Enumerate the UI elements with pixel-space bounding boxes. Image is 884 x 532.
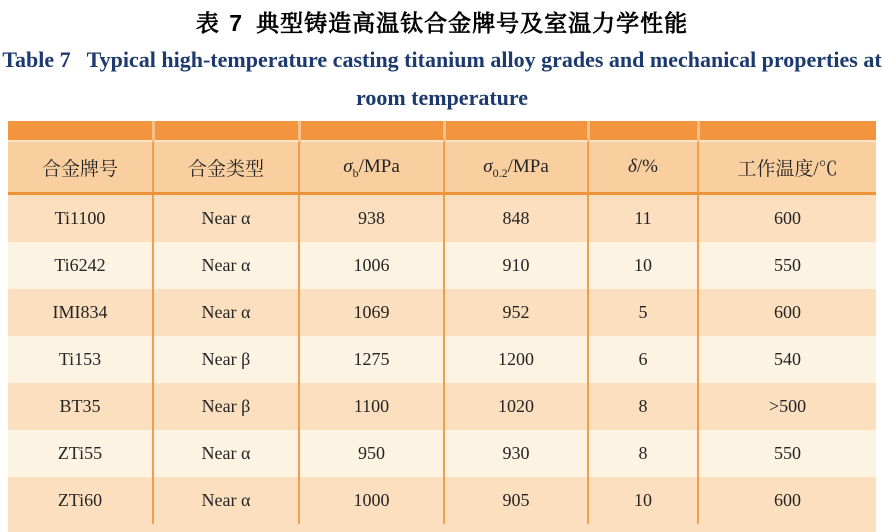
table-cell: 600 — [698, 289, 876, 336]
top-strip-segment — [698, 121, 876, 141]
table-cell: >500 — [698, 383, 876, 430]
table-cell: Near α — [153, 289, 299, 336]
table-cell: ZTi55 — [8, 430, 153, 477]
table-cell: ZTi60 — [8, 477, 153, 524]
column-header-unit: /MPa — [358, 156, 400, 177]
column-header-label: 合金牌号 — [41, 158, 118, 180]
column-header-delta — [588, 141, 698, 194]
table-cell: 600 — [698, 477, 876, 524]
table-cell: 600 — [698, 194, 876, 243]
table-bottom-cap — [8, 524, 876, 532]
alloy-properties-table — [8, 121, 876, 532]
top-strip-segment — [8, 121, 153, 141]
table-cell: Near β — [153, 336, 299, 383]
table-cell: Near α — [153, 194, 299, 243]
sigma-symbol: σ — [343, 156, 353, 177]
table-cell: 910 — [444, 242, 588, 289]
table-cell: 8 — [588, 383, 698, 430]
table-cell: 1000 — [299, 477, 444, 524]
sigma-subscript: 0.2 — [492, 165, 508, 180]
delta-symbol: δ — [628, 156, 637, 177]
table-cell: 905 — [444, 477, 588, 524]
top-strip-segment — [444, 121, 588, 141]
table-cell: 952 — [444, 289, 588, 336]
table-caption-cn-number: 表 7 — [195, 10, 245, 36]
table-cell: 550 — [698, 430, 876, 477]
table-cell: 1006 — [299, 242, 444, 289]
table-bottom-cap-row — [8, 524, 876, 532]
table-cell: 1100 — [299, 383, 444, 430]
table-cell: Ti6242 — [8, 242, 153, 289]
table-cell: 930 — [444, 430, 588, 477]
table-cell: 540 — [698, 336, 876, 383]
table-row — [8, 289, 876, 336]
column-header-alloy-type — [153, 141, 299, 194]
table-caption-en-line1 — [0, 43, 884, 76]
column-header-unit: /% — [636, 156, 658, 177]
table-cell: Near α — [153, 477, 299, 524]
table-cell: 5 — [588, 289, 698, 336]
table-cell: 10 — [588, 477, 698, 524]
table-cell: 10 — [588, 242, 698, 289]
table-cell: Near α — [153, 242, 299, 289]
sigma-subscript: b — [352, 165, 359, 180]
table-caption-en-number: Table 7 — [2, 47, 71, 72]
table-caption-cn — [0, 0, 884, 38]
sigma-symbol: σ — [483, 156, 493, 177]
column-header-label: 合金类型 — [187, 158, 264, 180]
column-header-working-temperature — [698, 141, 876, 194]
table-cell: Ti1100 — [8, 194, 153, 243]
table-row — [8, 383, 876, 430]
table-cell: 11 — [588, 194, 698, 243]
table-cell: BT35 — [8, 383, 153, 430]
table-cell: 938 — [299, 194, 444, 243]
table-cell: 1275 — [299, 336, 444, 383]
table-caption-en-text: Typical high-temperature casting titanium alloy grades and mechanical properties at — [86, 47, 882, 72]
table-top-strip — [8, 121, 876, 141]
table-cell: 1200 — [444, 336, 588, 383]
table-caption-cn-text: 典型铸造高温钛合金牌号及室温力学性能 — [256, 10, 689, 36]
top-strip-segment — [299, 121, 444, 141]
table-row — [8, 242, 876, 289]
table-cell: 550 — [698, 242, 876, 289]
top-strip-segment — [153, 121, 299, 141]
table-row — [8, 477, 876, 524]
column-header-unit: /MPa — [507, 156, 549, 177]
table-cell: Near β — [153, 383, 299, 430]
table-cell: 848 — [444, 194, 588, 243]
table-cell: Ti153 — [8, 336, 153, 383]
table-cell: 950 — [299, 430, 444, 477]
table-cell: Near α — [153, 430, 299, 477]
table-row — [8, 194, 876, 243]
column-header-sigma-b — [299, 141, 444, 194]
table-header-row — [8, 141, 876, 194]
table-cell: 1020 — [444, 383, 588, 430]
column-header-label: 工作温度/℃ — [737, 158, 838, 180]
column-header-sigma-02 — [444, 141, 588, 194]
table-cell: 1069 — [299, 289, 444, 336]
table-row — [8, 336, 876, 383]
table-cell: 6 — [588, 336, 698, 383]
alloy-table-body — [8, 194, 876, 525]
table-row — [8, 430, 876, 477]
table-cell: 8 — [588, 430, 698, 477]
column-header-alloy-grade — [8, 141, 153, 194]
table-cell: IMI834 — [8, 289, 153, 336]
table-caption-en-line2: room temperature — [355, 85, 529, 110]
top-strip-segment — [588, 121, 698, 141]
